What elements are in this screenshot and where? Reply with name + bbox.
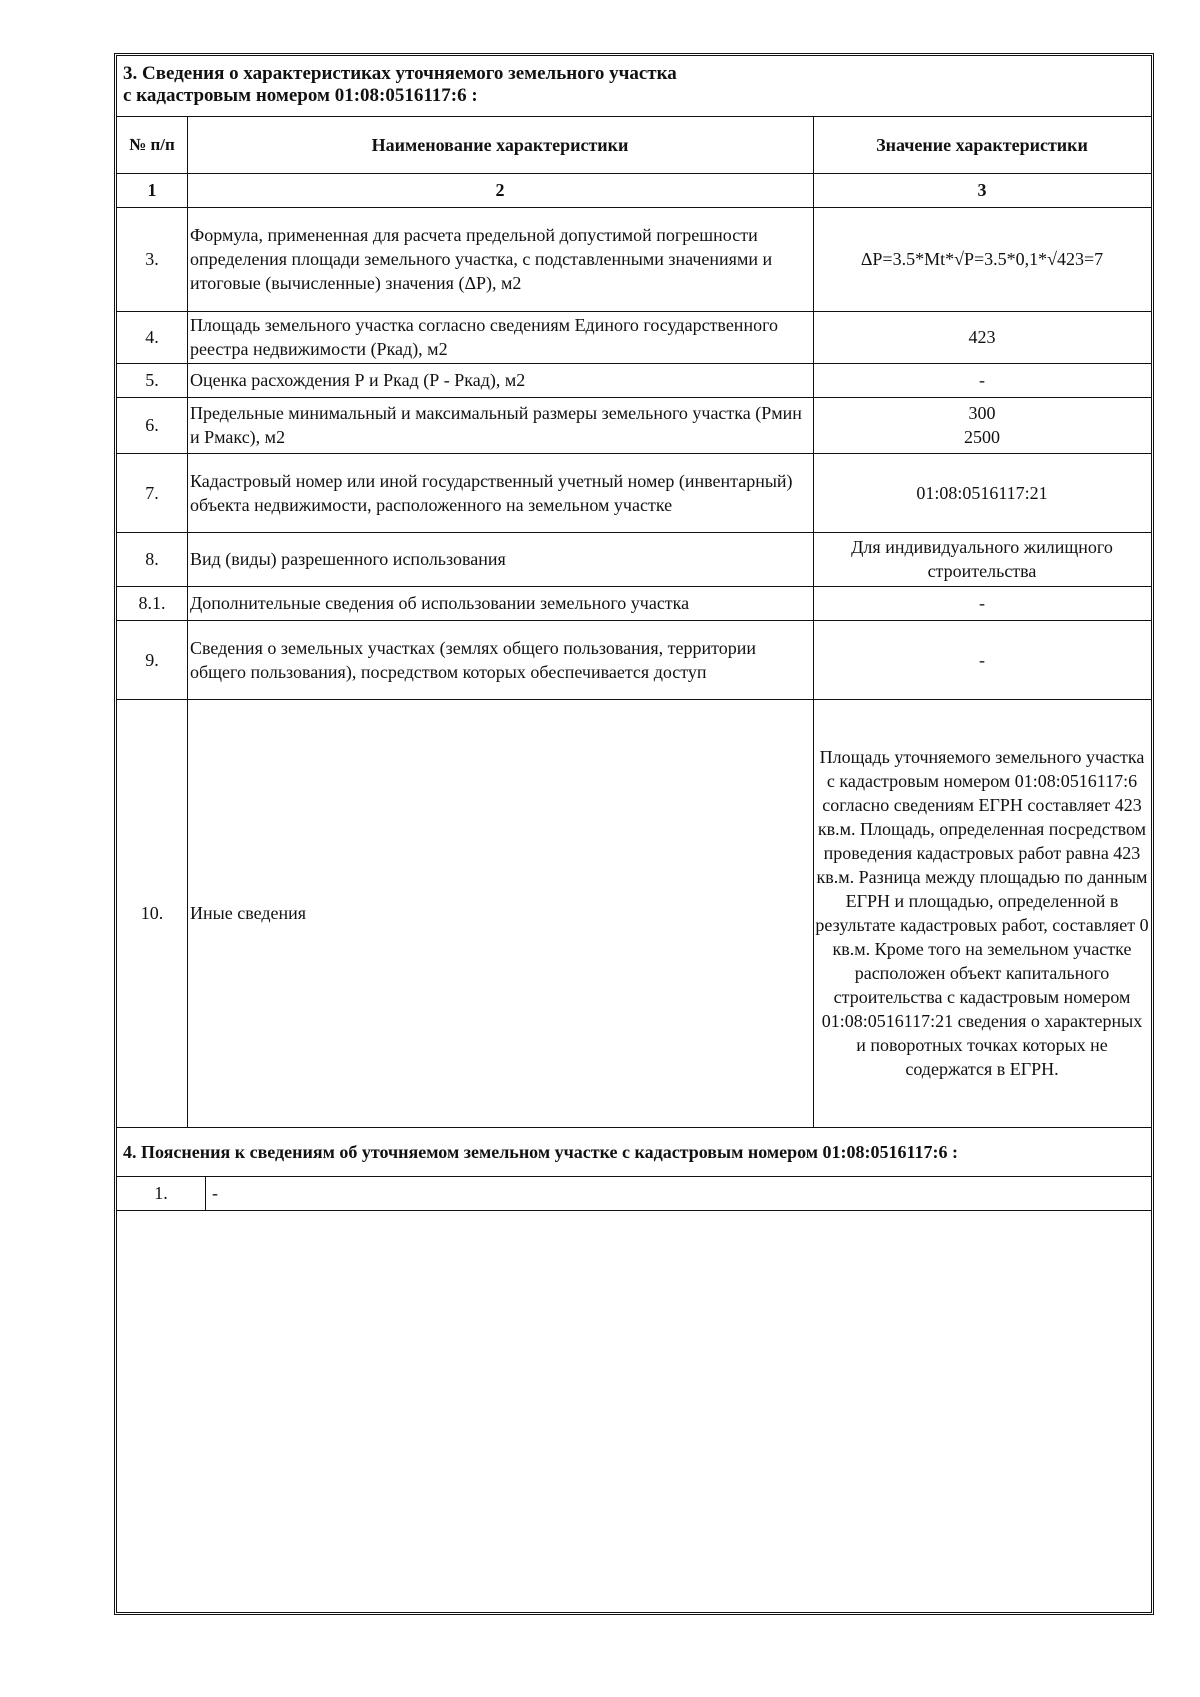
row-name-text: Сведения о земельных участках (землях общего пользования, территории общего пользования), посредством которых обеспечивается доступ [190,637,757,682]
document-frame [114,53,1154,1615]
row-name [187,586,813,620]
section3-title-line1: 3. Сведения о характеристиках уточняемого земельного участка [123,63,677,84]
row-num: 8.1. [138,593,166,613]
row-num: 9. [145,649,159,670]
row-num: 5. [145,370,159,390]
col-number-3: 3 [977,180,987,200]
row-value: - [979,649,985,670]
header-num: № п/п [129,134,175,154]
row-value: Для индивидуального жилищного строительства [851,537,1113,581]
row-value: ΔP=3.5*Mt*√P=3.5*0,1*√423=7 [860,249,1104,269]
row-name-text: Формула, примененная для расчета предельной допустимой погрешности определения площади земельного участка, с подставленными значениями и итоговые (вычисленные) значения (ΔP), м2 [190,225,773,293]
section4-row-num: 1. [154,1183,168,1203]
row-value: - [979,370,985,390]
row-name [187,699,813,1127]
row-value: - [979,593,985,613]
blank-area [117,1210,1151,1612]
row-value: 300 2500 [964,403,1000,447]
col-number-2: 2 [495,180,505,200]
row-name-text: Иные сведения [190,903,307,923]
row-name [187,207,813,311]
section4-row-text: - [212,1183,218,1203]
header-value: Значение характеристики [876,134,1088,155]
row-num: 10. [140,903,164,923]
header-name: Наименование характеристики [371,134,629,155]
row-name-text: Оценка расхождения Р и Ркад (Р - Ркад), м2 [190,370,526,390]
row-name [187,311,813,363]
row-name-text: Дополнительные сведения об использовании земельного участка [190,593,690,613]
col-number-1: 1 [147,180,157,200]
row-value: 01:08:0516117:21 [916,482,1048,503]
row-num: 4. [145,327,159,347]
row-name [187,620,813,699]
row-name [187,363,813,397]
row-name [187,453,813,532]
row-value: Площадь уточняемого земельного участка с кадастровым номером 01:08:0516117:6 согласно сведениям ЕГРН составляет 423 кв.м. Площадь, определенная посредством проведения кадастровых работ равна 423 кв.м. Разница между площадью по данным ЕГРН и площадью, определенной в результате кадастровых работ, составляет 0 кв.м. Кроме того на земельном участке расположен объект капитального строительства с кадастровым номером 01:08:0516117:21 сведения о характерных и поворотных точках которых не содержатся в ЕГРН. [815,747,1149,1079]
section4-title: 4. Пояснения к сведениям об уточняемом земельном участке с кадастровым номером 01:08:0516117:6 : [123,1141,959,1162]
row-num: 8. [145,549,159,569]
column-divider [205,1176,206,1210]
row-name-text: Вид (виды) разрешенного использования [190,549,506,569]
row-name [187,532,813,586]
section3-title [123,63,677,107]
row-num: 3. [145,249,159,269]
row-num: 7. [145,482,159,503]
row-value: 423 [968,327,996,347]
section3-title-line2: с кадастровым номером 01:08:0516117:6 : [123,85,478,106]
row-name-text: Предельные минимальный и максимальный размеры земельного участка (Рмин и Рмакс), м2 [190,403,802,447]
row-num: 6. [145,415,159,435]
row-name-text: Площадь земельного участка согласно сведениям Единого государственного реестра недвижимости (Ркад), м2 [190,315,779,359]
row-name [187,397,813,453]
row-name-text: Кадастровый номер или иной государственный учетный номер (инвентарный) объекта недвижимости, расположенного на земельном участке [190,470,793,515]
